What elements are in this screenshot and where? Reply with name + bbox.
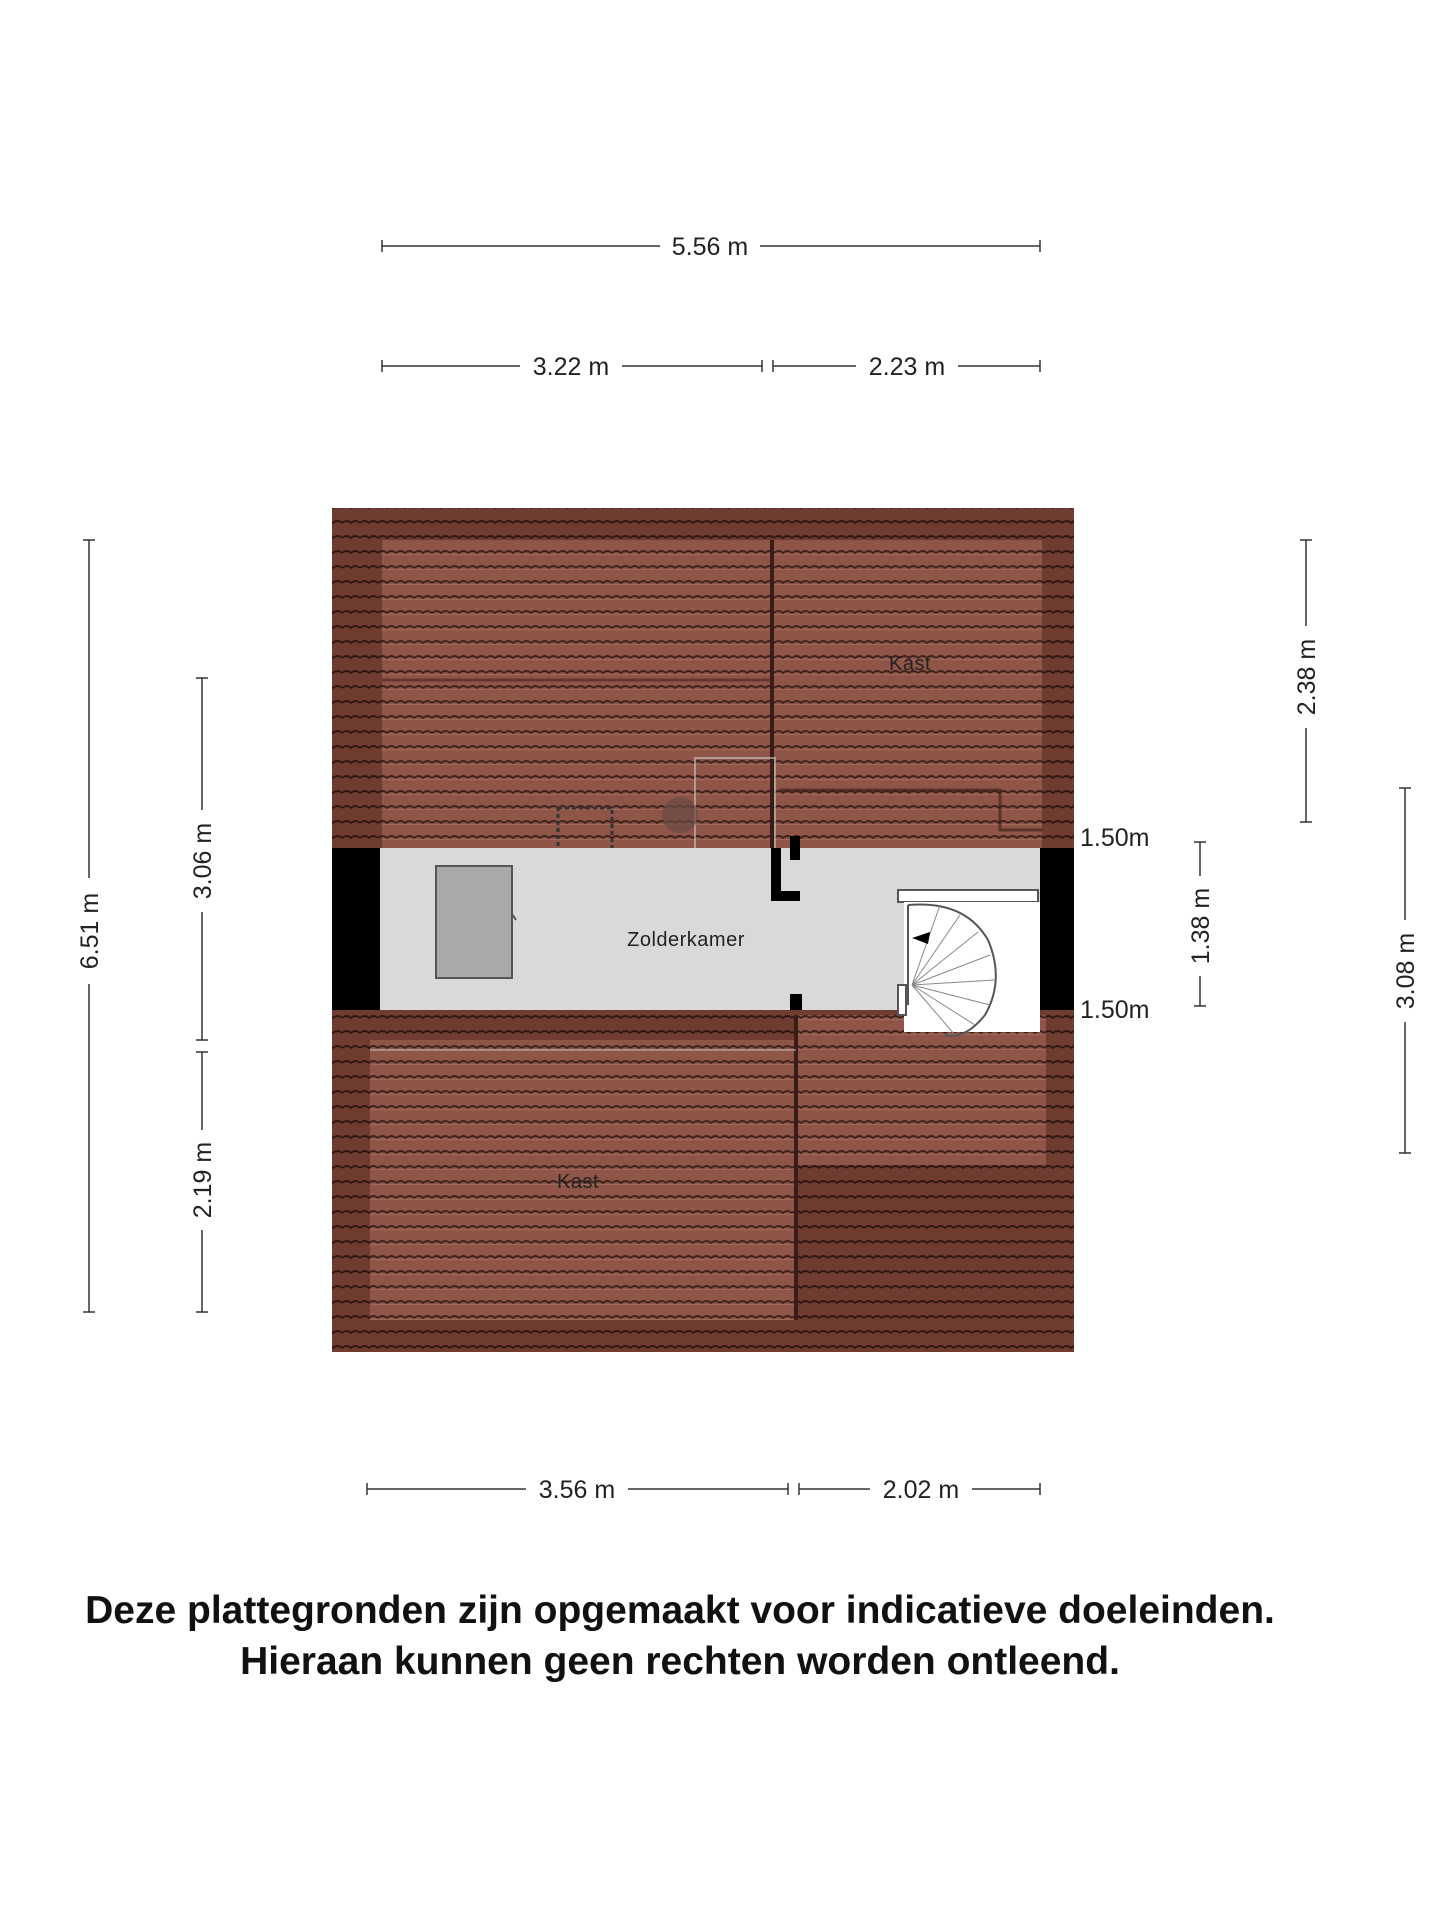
- height-line-bottom-label: 1.50m: [1080, 996, 1150, 1024]
- roof-lower: [332, 1010, 1074, 1352]
- staircase: [898, 890, 1040, 1036]
- dim-top-total: 5.56 m: [671, 233, 749, 261]
- bed: [436, 866, 512, 978]
- disclaimer-line-1: Deze plattegronden zijn opgemaakt voor indicatieve doeleinden.: [85, 1589, 1275, 1632]
- dim-left-total: 6.51 m: [76, 892, 104, 970]
- room-label-kast-top: Kast: [888, 653, 932, 675]
- dim-left-upper: 3.06 m: [189, 822, 217, 900]
- dim-top-left: 3.22 m: [532, 353, 610, 381]
- dim-bottom-left: 3.56 m: [538, 1476, 616, 1504]
- dim-bottom-right: 2.02 m: [882, 1476, 960, 1504]
- height-line-top-label: 1.50m: [1080, 824, 1150, 852]
- dim-top-right: 2.23 m: [868, 353, 946, 381]
- room-label-zolderkamer: Zolderkamer: [627, 929, 745, 951]
- room-label-kast-bottom: Kast: [556, 1171, 600, 1193]
- disclaimer: [0, 1585, 1360, 1687]
- disclaimer-line-2: Hieraan kunnen geen rechten worden ontleend.: [240, 1640, 1120, 1683]
- dim-left-lower: 2.19 m: [189, 1141, 217, 1219]
- dim-right-upper: 2.38 m: [1293, 638, 1321, 716]
- roof-upper: [332, 508, 1074, 878]
- dim-right-middle: 1.38 m: [1187, 887, 1215, 965]
- dim-right-lower: 3.08 m: [1392, 932, 1420, 1010]
